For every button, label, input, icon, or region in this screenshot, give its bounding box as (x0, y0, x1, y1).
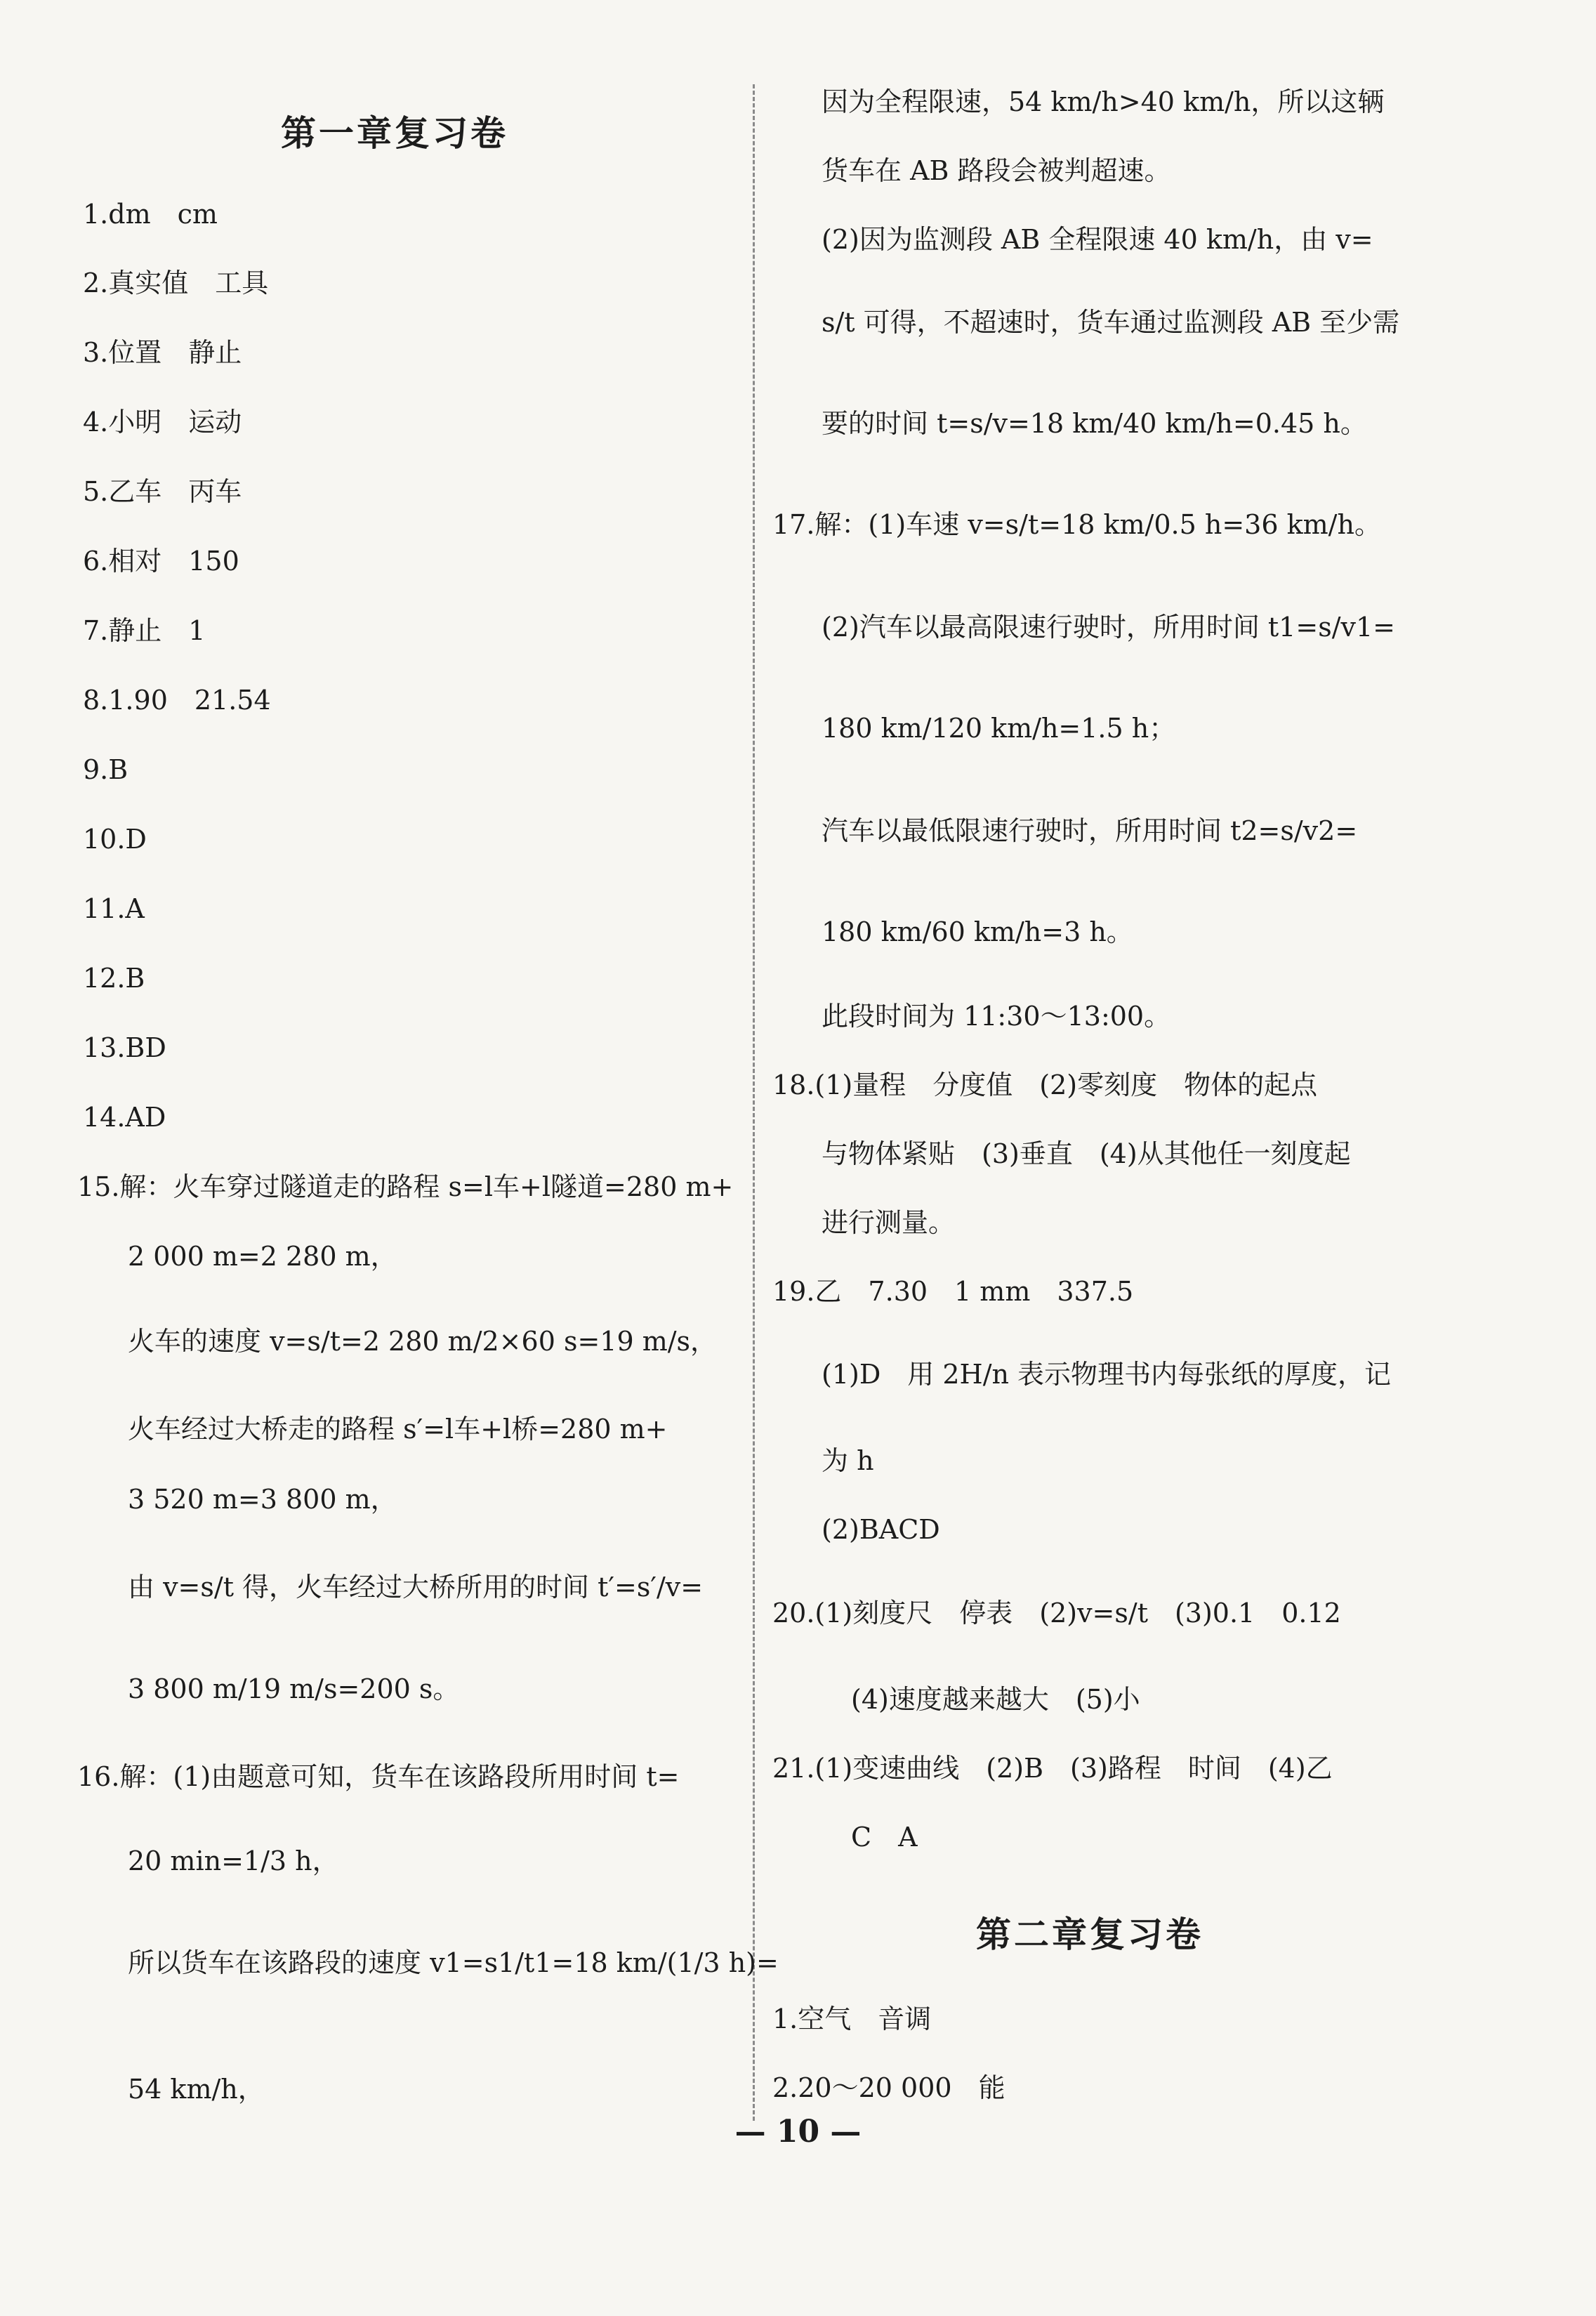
answer-line: 14.AD (83, 1102, 166, 1133)
answer-line: (2)BACD (822, 1514, 940, 1545)
answer-line: 20.(1)刻度尺 停表 (2)v=s/t (3)0.1 0.12 (772, 1598, 1341, 1629)
answer-line: 11.A (83, 893, 145, 924)
answer-line: 15.解：火车穿过隧道走的路程 s=l车+l隧道=280 m+ (77, 1171, 734, 1202)
answer-line: 13.BD (83, 1032, 166, 1063)
answer-line: 进行测量。 (822, 1207, 956, 1238)
answer-line: 4.小明 运动 (83, 407, 242, 437)
answer-line: 3.位置 静止 (83, 337, 242, 368)
answer-line: 2.真实值 工具 (83, 268, 269, 298)
chapter2-title: 第二章复习卷 (976, 1914, 1203, 1955)
answer-line: 因为全程限速，54 km/h>40 km/h，所以这辆 (822, 86, 1385, 117)
answer-line: 8.1.90 21.54 (83, 685, 271, 716)
answer-line: 180 km/120 km/h=1.5 h； (822, 713, 1176, 744)
answer-line: 3 520 m=3 800 m， (128, 1484, 397, 1515)
answer-line: C A (851, 1822, 918, 1853)
answer-line: s/t 可得，不超速时，货车通过监测段 AB 至少需 (822, 307, 1400, 338)
answer-line: 6.相对 150 (83, 546, 239, 577)
answer-line: 17.解：(1)车速 v=s/t=18 km/0.5 h=36 km/h。 (772, 509, 1381, 540)
answer-line: 汽车以最低限速行驶时，所用时间 t2=s/v2= (822, 815, 1358, 846)
answer-line: 10.D (83, 824, 147, 855)
answer-line: 5.乙车 丙车 (83, 476, 242, 507)
answer-line: 要的时间 t=s/v=18 km/40 km/h=0.45 h。 (822, 408, 1367, 439)
answer-line: 与物体紧贴 (3)垂直 (4)从其他任一刻度起 (822, 1138, 1351, 1169)
answer-line: 为 h (822, 1445, 874, 1476)
answer-line: 19.乙 7.30 1 mm 337.5 (772, 1276, 1134, 1307)
answer-line: 16.解：(1)由题意可知，货车在该路段所用时间 t= (77, 1761, 680, 1792)
answer-line: (2)汽车以最高限速行驶时，所用时间 t1=s/v1= (822, 612, 1395, 643)
answer-line: 20 min=1/3 h， (128, 1845, 339, 1876)
answer-line: 由 v=s/t 得，火车经过大桥所用的时间 t′=s′/v= (128, 1572, 704, 1603)
answer-line: 180 km/60 km/h=3 h。 (822, 916, 1133, 947)
answer-line: 54 km/h， (128, 2074, 265, 2105)
chapter1-title: 第一章复习卷 (281, 112, 508, 154)
answer-line: 9.B (83, 754, 128, 785)
answer-line: 所以货车在该路段的速度 v1=s1/t1=18 km/(1/3 h)= (128, 1947, 779, 1978)
answer-line: 18.(1)量程 分度值 (2)零刻度 物体的起点 (772, 1070, 1318, 1100)
answer-line: 货车在 AB 路段会被判超速。 (822, 155, 1171, 186)
answer-line: 1.dm cm (83, 199, 218, 230)
answer-line: 21.(1)变速曲线 (2)B (3)路程 时间 (4)乙 (772, 1753, 1333, 1784)
answer-line: (2)因为监测段 AB 全程限速 40 km/h，由 v= (822, 224, 1373, 255)
answer-line: 12.B (83, 963, 145, 994)
column-divider (753, 84, 755, 2121)
answer-line: 2 000 m=2 280 m， (128, 1241, 397, 1272)
page-number: — 10 — (734, 2114, 862, 2150)
answer-line: 火车经过大桥走的路程 s′=l车+l桥=280 m+ (128, 1414, 668, 1445)
answer-line: 1.空气 音调 (772, 2004, 932, 2034)
answer-line: 2.20～20 000 能 (772, 2072, 1005, 2103)
answer-line: 火车的速度 v=s/t=2 280 m/2×60 s=19 m/s， (128, 1326, 718, 1357)
answer-line: (1)D 用 2H/n 表示物理书内每张纸的厚度，记 (822, 1359, 1392, 1390)
answer-line: 此段时间为 11:30～13:00。 (822, 1001, 1171, 1032)
answer-line: 7.静止 1 (83, 615, 206, 646)
answer-line: 3 800 m/19 m/s=200 s。 (128, 1673, 460, 1704)
answer-line: (4)速度越来越大 (5)小 (851, 1684, 1140, 1715)
